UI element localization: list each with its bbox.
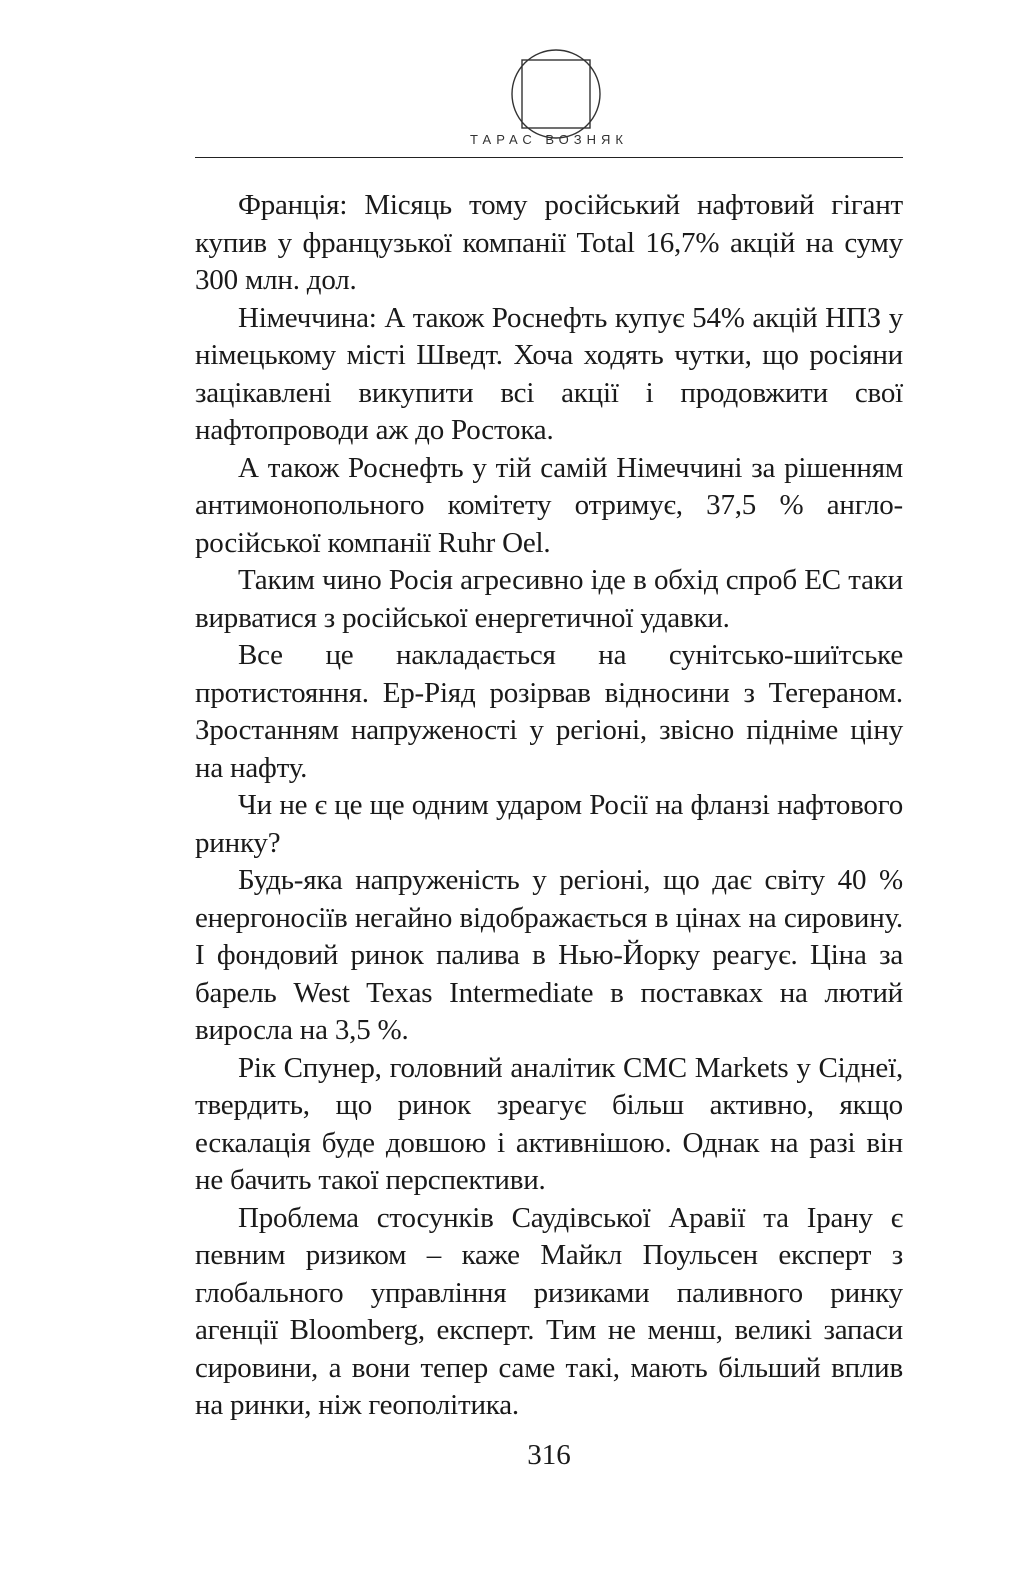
- paragraph: Будь-яка напруженість у регіоні, що дає світу 40 % енергоносіїв негайно відображається в цінах на сировину. І фондовий ринок палива в Нью-Йорку реагує. Ціна за барель West Texas Intermediate в поставках на лютий виросла на 3,5 %.: [195, 864, 903, 1046]
- paragraph: Франція: Місяць тому російський нафтовий гігант купив у французької компанії Total 16,7% акцій на суму 300 млн. дол.: [195, 189, 903, 296]
- paragraph: А також Роснефть у тій самій Німеччині за рішенням антимонопольного комітету отримує, 37,5 % англо-російської компанії Ruhr Oel.: [195, 451, 903, 559]
- paragraph: Таким чино Росія агресивно іде в обхід спроб ЕС таки вирватися з російської енергетичної удавки.: [195, 564, 903, 634]
- header-divider: [195, 157, 903, 158]
- page-number: 316: [527, 1439, 571, 1471]
- paragraph: Проблема стосунків Саудівської Аравії та Ірану є певним ризиком – каже Майкл Поульсен експерт з глобального управління ризиками паливного ринку агенції Bloomberg, експерт. Тим не менш, великі запаси сировини, а вони тепер саме такі, мають більший вплив на ринки, ніж геополітика.: [195, 1201, 903, 1421]
- paragraph: Все це накладається на сунітсько-шиїтське протистояння. Ер-Ріяд розірвав відносини з Тегераном. Зростанням напруженості у регіоні, звісно підніме ціну на нафту.: [195, 639, 903, 784]
- circle-square-logo-icon: [510, 48, 602, 140]
- paragraph: Чи не є це ще одним ударом Росії на фланзі нафтового ринку?: [195, 789, 903, 859]
- paragraph: Німеччина: А також Роснефть купує 54% акцій НПЗ у німецькому місті Шведт. Хоча ходять чутки, що росіяни зацікавлені викупити всі акції і продовжити свої нафтопроводи аж до Ростока.: [195, 301, 903, 446]
- running-header-author: ТАРАС ВОЗНЯК: [470, 132, 628, 147]
- page-body: [195, 187, 903, 1425]
- paragraph: Рік Спунер, головний аналітик CMC Markets у Сіднеї, твердить, що ринок зреагує більш активно, якщо ескалація буде довшою і активнішою. Однак на разі він не бачить такої перспективи.: [195, 1051, 903, 1196]
